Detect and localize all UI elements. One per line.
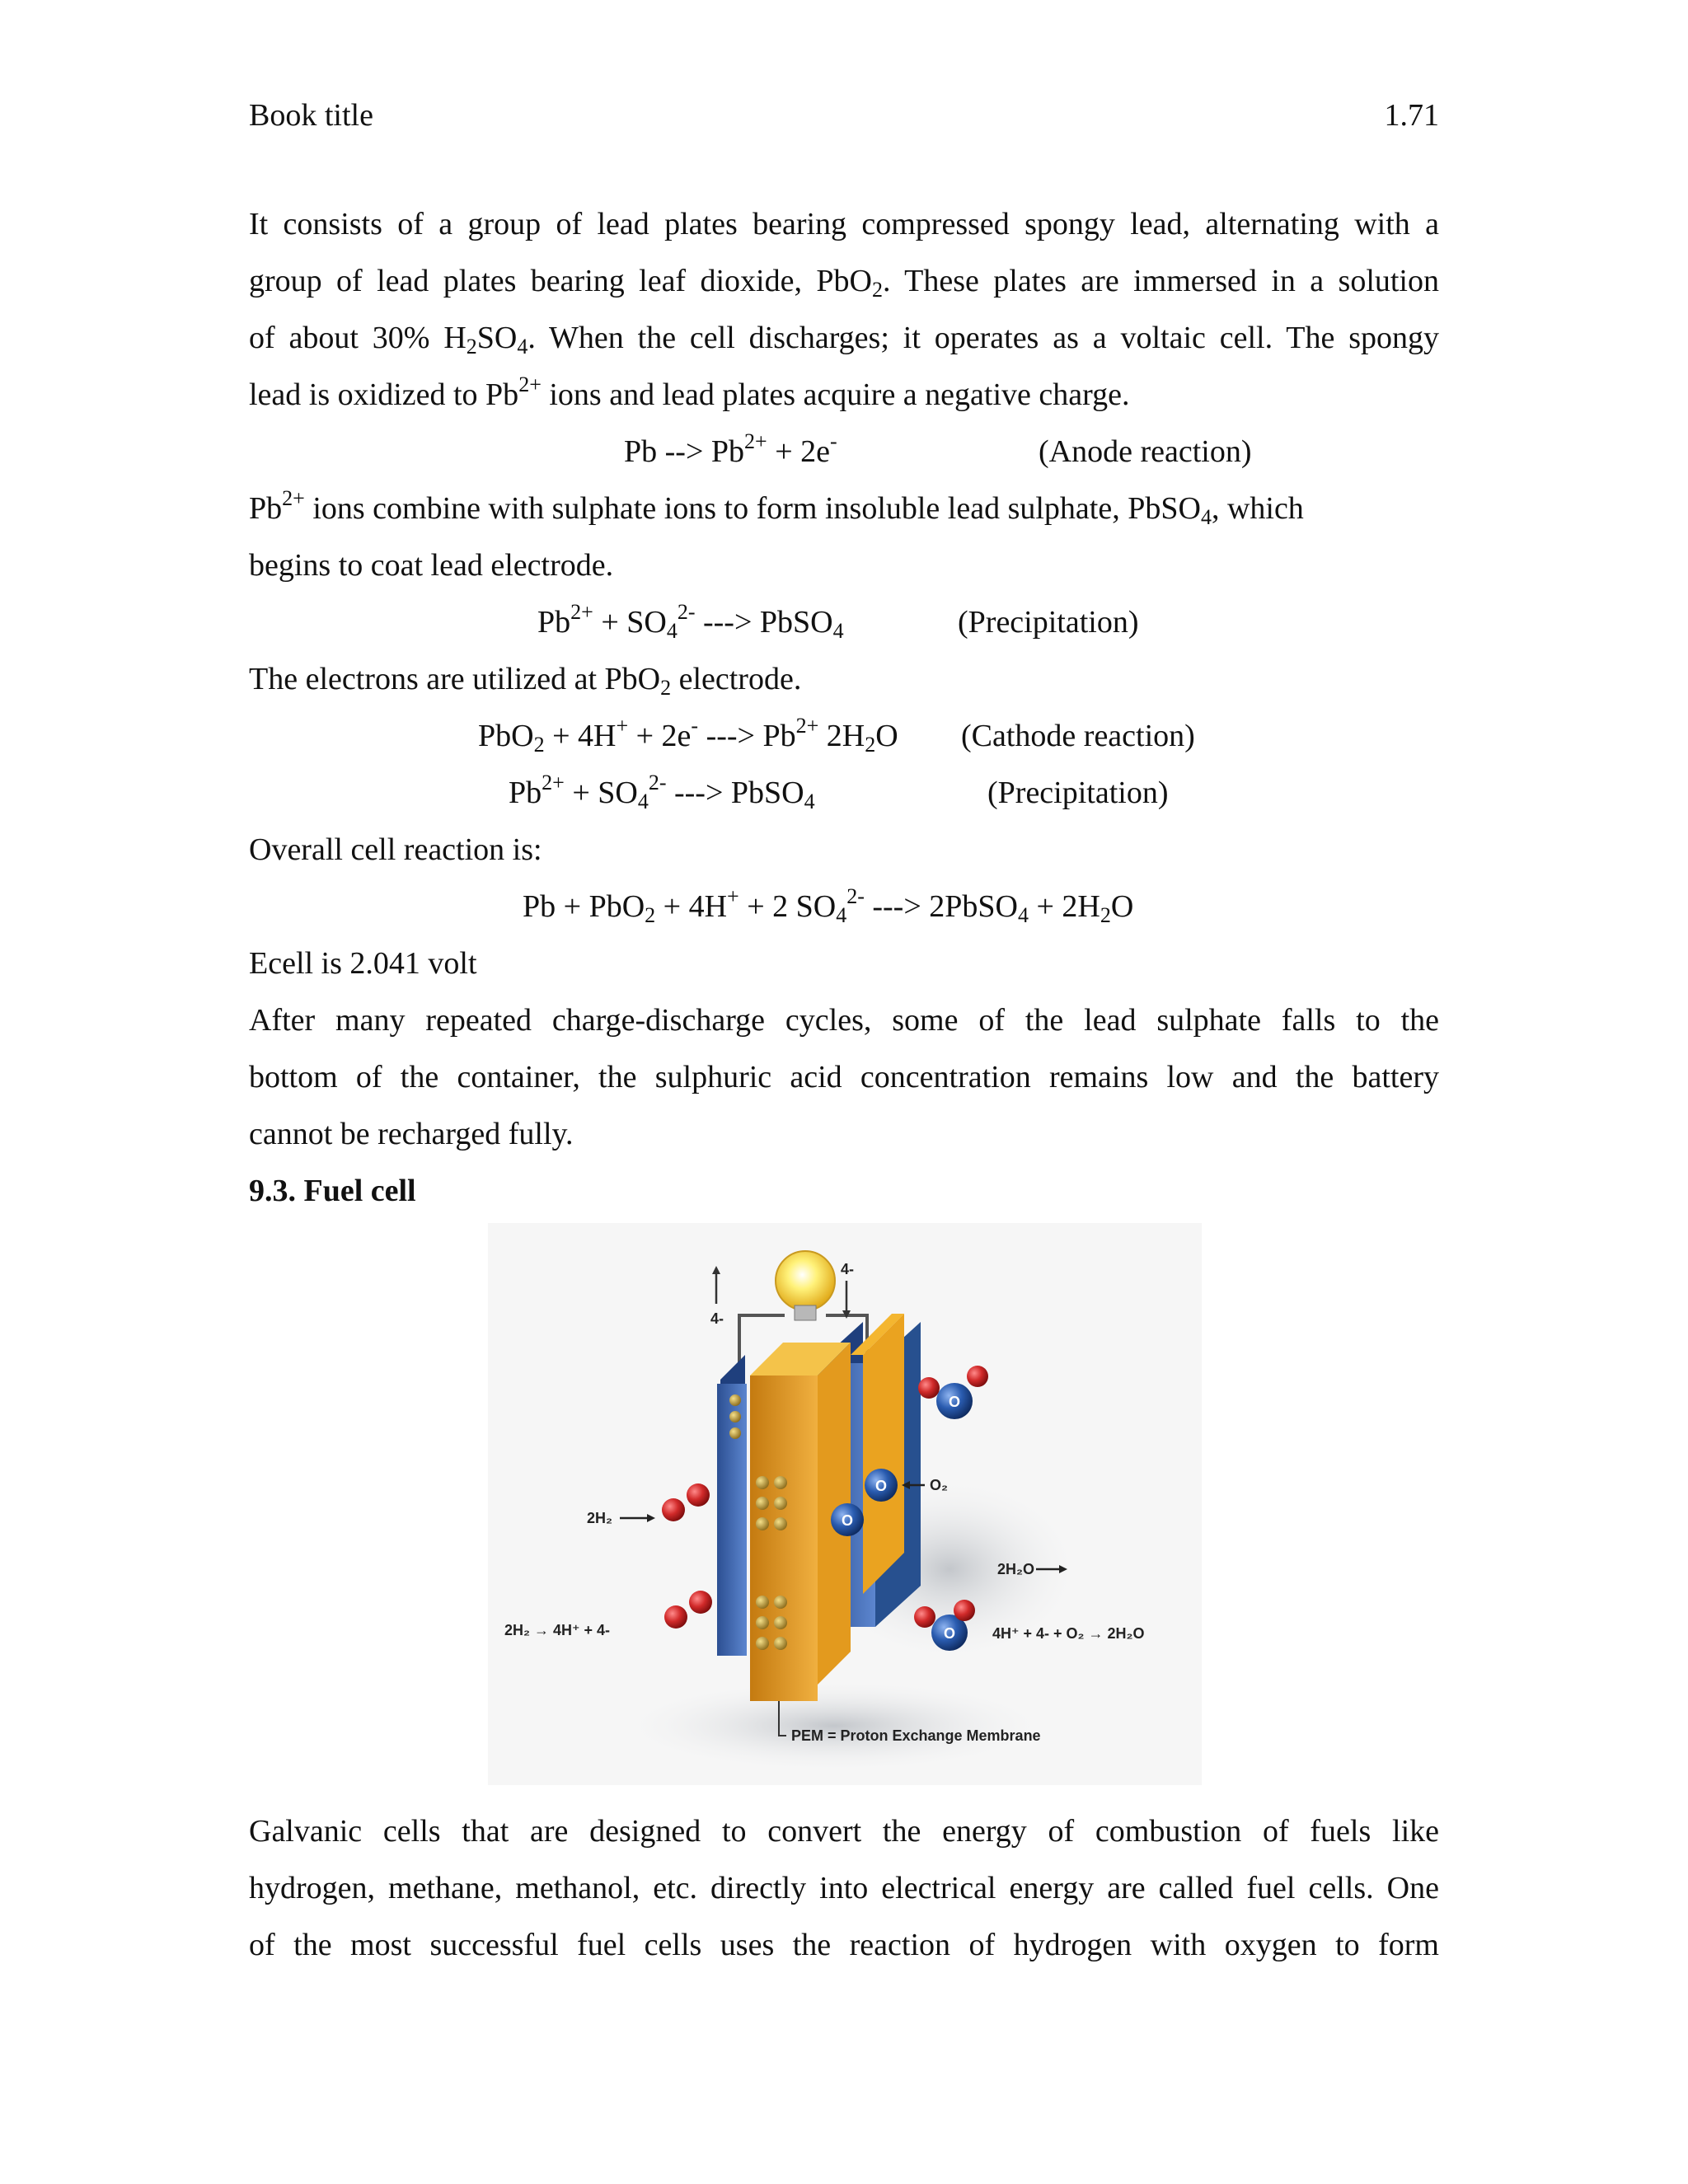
equation-overall (249, 879, 1439, 935)
svg-text:O: O (842, 1512, 854, 1529)
paragraph-fuel-cells-l3: of the most successful fuel cells uses the reaction of hydrogen with oxygen to form (249, 1928, 1439, 1962)
paragraph-ecell: Ecell is 2.041 volt (249, 946, 477, 981)
h2-in-label: 2H₂ (587, 1510, 613, 1526)
paragraph-fuel-cells-l1: Galvanic cells that are designed to convert the energy of combustion of fuels like (249, 1814, 1439, 1849)
svg-text:O: O (875, 1478, 888, 1494)
paragraph-lead-plates-l4: lead is oxidized to $Pb^{2+}$ ions and lead plates acquire a negative charge. (249, 373, 1130, 412)
paragraph-cycles-l2: bottom of the container, the sulphuric acid concentration remains low and the battery (249, 1060, 1439, 1094)
equation-precipitation-2-formula: $Pb^{2+} + SO_4^{2-}$ ---> PbSO$_4$ (509, 771, 815, 813)
paragraph-overall: Overall cell reaction is: (249, 832, 542, 867)
figure-container (249, 1220, 1439, 1788)
equation-cathode-formula: PbO$_2$ + 4H+ + 2e- ---> $Pb^{2+}$ $2H_2O$ (478, 714, 898, 757)
paragraph-sulphate-l2: begins to coat lead electrode. (249, 548, 614, 583)
page-number: 1.71 (1384, 98, 1439, 133)
paragraph-cycles-l3: cannot be recharged fully. (249, 1117, 574, 1151)
anode-equation-label: 2H₂ → 4H⁺ + 4- (504, 1622, 611, 1638)
cathode-equation-label: 4H⁺ + 4- + O₂ → 2H₂O (992, 1625, 1145, 1642)
page-content (249, 196, 1439, 1974)
pem-label: PEM = Proton Exchange Membrane (791, 1727, 1041, 1744)
svg-text:O: O (949, 1394, 961, 1410)
paragraph-sulphate-l1: $Pb^{2+}$ ions combine with sulphate ions to form insoluble lead sulphate, PbSO$_4$, which (249, 486, 1304, 529)
equation-anode-label: (Anode reaction) (1039, 434, 1252, 469)
cell-shadow (603, 1676, 1065, 1775)
paragraph-lead-plates-l2: group of lead plates bearing leaf dioxide, PbO$_2$. These plates are immersed in a solution (249, 264, 1439, 302)
water-out-label: 2H₂O (997, 1561, 1035, 1577)
equation-precipitation-1-label: (Precipitation) (958, 605, 1139, 640)
equation-precipitation-2-label: (Precipitation) (987, 776, 1169, 810)
paragraph-electrons: The electrons are utilized at PbO$_2$ electrode. (249, 662, 802, 700)
electron-label-left: 4- (710, 1310, 724, 1327)
equation-overall-formula: Pb + PbO$_2$ + 4H+ + 2 $SO_4^{2-}$ ---> 2PbSO$_4$ + $2H_2O$ (523, 884, 1134, 927)
equation-anode-formula: Pb --> $Pb^{2+} + 2e^-$ (624, 429, 837, 469)
paragraph-fuel-cells-l2: hydrogen, methane, methanol, etc. directly into electrical energy are called fuel cells. One (249, 1871, 1439, 1905)
equation-anode (249, 424, 1439, 480)
book-title: Book title (249, 98, 373, 133)
equation-precipitation-2 (249, 765, 1439, 822)
fuel-cell-diagram (488, 1223, 1202, 1785)
page-header (249, 97, 1439, 138)
electron-label-right: 4- (841, 1261, 855, 1277)
equation-cathode-label: (Cathode reaction) (961, 719, 1195, 753)
o2-in-label: O₂ (930, 1477, 948, 1493)
equation-precipitation-1-formula: $Pb^{2+} + SO_4^{2-}$ ---> PbSO$_4$ (537, 600, 844, 643)
equation-precipitation-1 (249, 594, 1439, 651)
paragraph-lead-plates-l1: It consists of a group of lead plates bearing compressed spongy lead, alternating with a (249, 207, 1439, 241)
equation-cathode (249, 708, 1439, 765)
paragraph-cycles-l1: After many repeated charge-discharge cycles, some of the lead sulphate falls to the (249, 1003, 1439, 1038)
paragraph-lead-plates-l3: of about 30% $H_2SO_4$. When the cell discharges; it operates as a voltaic cell. The spongy (249, 321, 1439, 359)
svg-text:O: O (944, 1625, 956, 1642)
section-heading: 9.3. Fuel cell (249, 1174, 416, 1208)
